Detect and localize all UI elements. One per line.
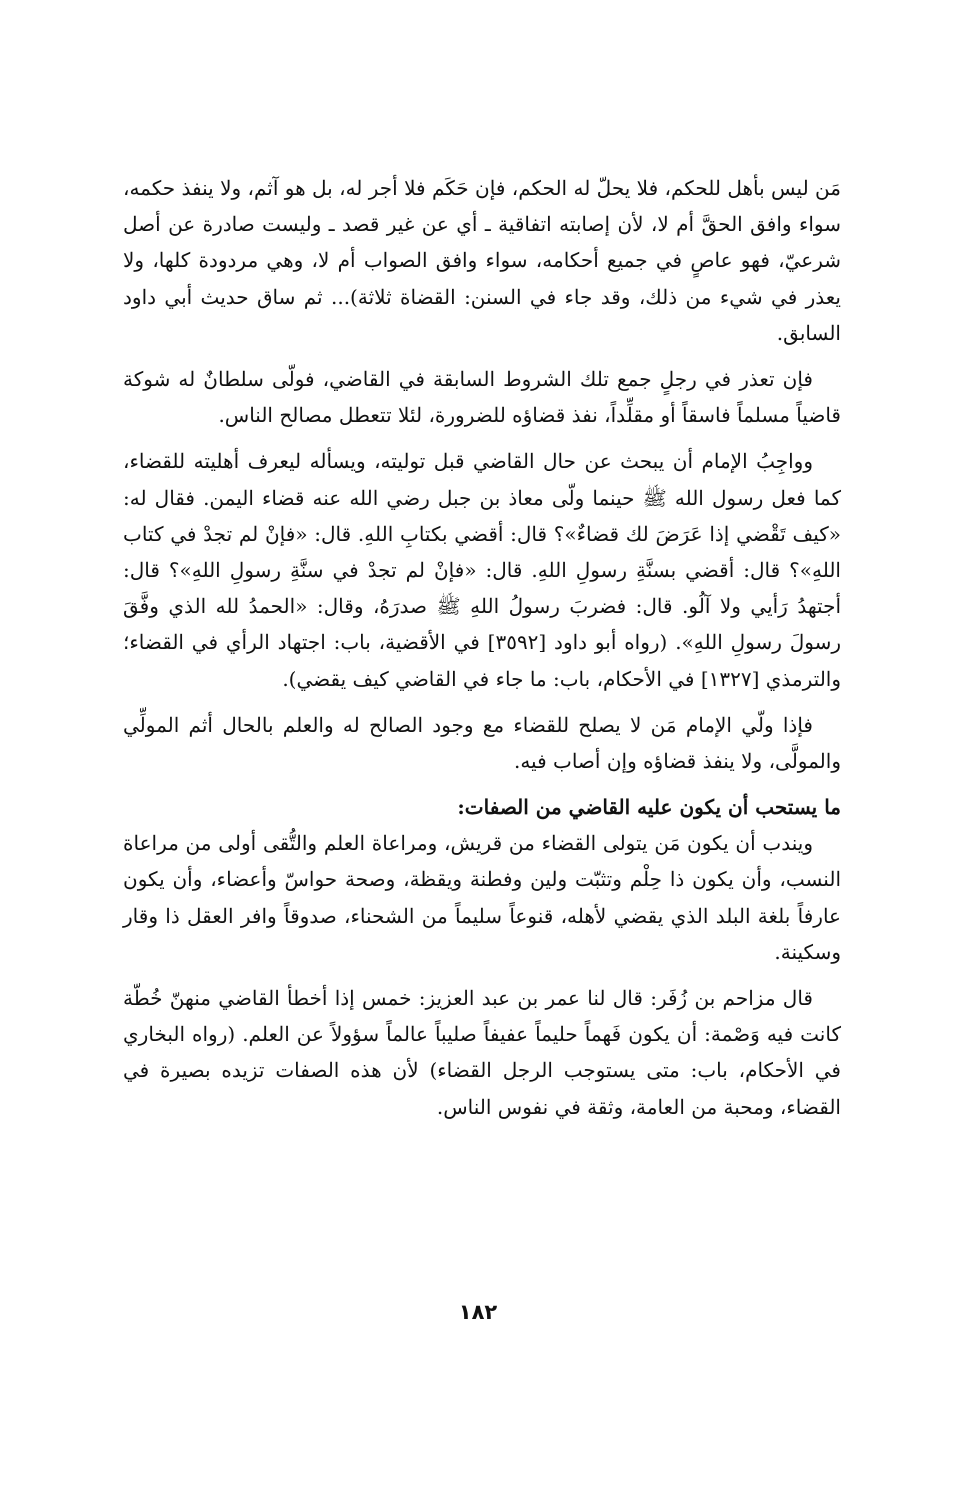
paragraph-unfit-appointment: فإذا ولّي الإمام مَن لا يصلح للقضاء مع وجود الصالح له والعلم بالحال أثم المولِّي والمولَّى، ولا ينفذ قضاؤه وإن أصاب فيه. <box>123 712 841 774</box>
paragraph-recommended-qualities: ويندب أن يكون مَن يتولى القضاء من قريش، ومراعاة العلم والتُّقى أولى من مراعاة النسب، وأن يكون ذا حِلْم وتثبّت ولين وفطنة ويقظة، وصحة حواسّ وأعضاء، وأن يكون عارفاً بلغة البلد الذي يقضي لأهله، قنوعاً سليماً من الشحناء، صدوقاً وافر العقل ذا وقار وسكينة. <box>123 831 841 964</box>
paragraph-sultan-appointment: فإن تعذر في رجلٍ جمع تلك الشروط السابقة في القاضي، فولّى سلطانٌ له شوكة قاضياً مسلماً فاسقاً أو مقلِّداً، نفذ قضاؤه للضرورة، لئلا تتعطل مصالح الناس. <box>123 367 841 428</box>
section-heading: ما يستحب أن يكون عليه القاضي من الصفات: <box>457 795 841 820</box>
paragraph-continuation: مَن ليس بأهل للحكم، فلا يحلّ له الحكم، فإن حَكَم فلا أجر له، بل هو آثم، ولا ينفذ حكمه، سواء وافق الحقَّ أم لا، لأن إصابته اتفاقية ـ أي عن غير قصد ـ وليست صادرة عن أصل شرعيّ، فهو عاصٍ في جميع أحكامه، سواء وافق الصواب أم لا، وهي مردودة كلها، ولا يعذر في شيء من ذلك، وقد جاء في السنن: القضاة ثلاثة)... ثم ساق حديث أبي داود السابق. <box>123 176 841 345</box>
paragraph-umar-saying: قال مزاحم بن زُفَر: قال لنا عمر بن عبد العزيز: خمس إذا أخطأ القاضي منهنّ خُطّة كانت فيه وَصْمة: أن يكون فَهماً حليماً عفيفاً صليباً عالماً سؤولاً عن العلم. (رواه البخاري في الأحكام، باب: متى يستوجب الرجل القضاء) لأن هذه الصفات تزيده بصيرة في القضاء، ومحبة من العامة، وثقة في نفوس الناس. <box>123 986 841 1119</box>
page-body <box>123 170 841 1135</box>
page-number: ١٨٢ <box>458 1300 498 1324</box>
paragraph-imam-duty: وواجِبُ الإمام أن يبحث عن حال القاضي قبل توليته، ويسأله ليعرف أهليته للقضاء، كما فعل رسول الله ﷺ حينما ولّى معاذ بن جبل رضي الله عنه قضاء اليمن. فقال له: «كيف تَقْضي إذا عَرَضَ لك قضاءٌ»؟ قال: أقضي بكتابِ اللهِ. قال: «فإنْ لم تجدْ في كتاب اللهِ»؟ قال: أقضي بسنَّةِ رسولِ اللهِ. قال: «فإنْ لم تجدْ في سنَّةِ رسولِ اللهِ»؟ قال: أجتهدُ رَأيي ولا آلُو. قال: فضربَ رسولُ اللهِ ﷺ صدرَهُ، وقال: «الحمدُ لله الذي وفَّقَ رسولَ رسولِ اللهِ». (رواه أبو داود [٣٥٩٢] في الأقضية، باب: اجتهاد الرأي في القضاء؛ والترمذي [١٣٢٧] في الأحكام، باب: ما جاء في القاضي كيف يقضي). <box>123 449 842 691</box>
